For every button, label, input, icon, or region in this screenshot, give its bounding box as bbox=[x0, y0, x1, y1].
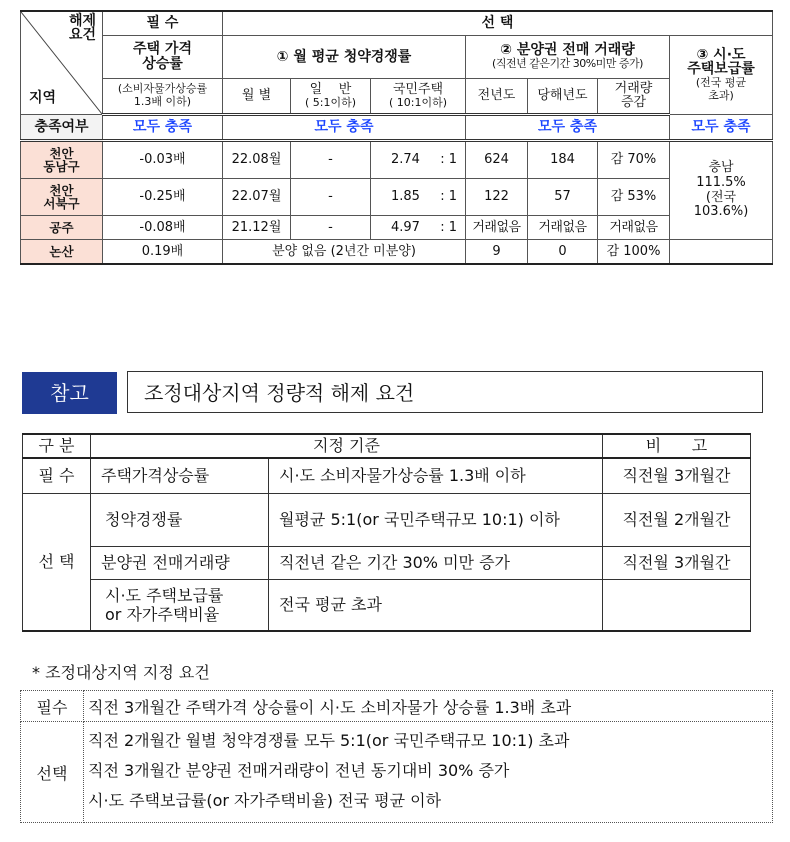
header-price-rate: 주택 가격 상승률 bbox=[103, 36, 223, 79]
this-year-cell: 184 bbox=[528, 141, 598, 179]
header-supply bbox=[670, 36, 773, 115]
header-general-title: 일 반 bbox=[309, 81, 352, 97]
header-price-sub: (소비자물가상승률 1.3배 이하) bbox=[103, 79, 223, 115]
notes-required-label: 필수 bbox=[21, 691, 84, 722]
national-ratio: : 1 bbox=[440, 219, 457, 235]
criteria-text: 시·도 소비자물가상승률 1.3배 이하 bbox=[269, 458, 603, 494]
header-national-title: 국민주택 bbox=[392, 81, 444, 97]
national-cell bbox=[371, 179, 466, 216]
criteria-note bbox=[603, 580, 751, 632]
national-ratio: : 1 bbox=[440, 152, 457, 168]
criteria-text: 월평균 5:1(or 국민주택규모 10:1) 이하 bbox=[269, 494, 603, 547]
reference-label: 참고 bbox=[22, 372, 117, 414]
criteria-note: 직전월 3개월간 bbox=[603, 458, 751, 494]
notes-optional-line: 직전 2개월간 월별 청약경쟁률 모두 5:1(or 국민주택규모 10:1) 초과 bbox=[88, 731, 570, 750]
header-note: 비 고 bbox=[603, 434, 751, 458]
notes-required-text: 직전 3개월간 주택가격 상승률이 시·도 소비자물가 상승률 1.3배 초과 bbox=[84, 691, 773, 722]
header-resale bbox=[466, 36, 670, 79]
corner-header bbox=[21, 11, 103, 115]
reference-title: 조정대상지역 정량적 해제 요건 bbox=[127, 371, 763, 413]
header-category: 구 분 bbox=[23, 434, 91, 458]
header-resale-sub: (직전년 같은기간 30%미만 증가) bbox=[492, 57, 643, 71]
national-cell bbox=[371, 141, 466, 179]
notes-optional-line: 시·도 주택보급률(or 자가주택비율) 전국 평균 이하 bbox=[88, 791, 442, 810]
price-rate-cell: -0.03배 bbox=[103, 141, 223, 179]
this-year-cell: 0 bbox=[528, 240, 598, 265]
criteria-item: 분양권 전매거래량 bbox=[91, 547, 269, 580]
change-cell: 거래없음 bbox=[598, 216, 670, 240]
prev-year-cell: 122 bbox=[466, 179, 528, 216]
corner-bottom-label: 지역 bbox=[29, 90, 57, 107]
prev-year-cell: 624 bbox=[466, 141, 528, 179]
required-label: 필 수 bbox=[23, 458, 91, 494]
region-cell: 천안 서북구 bbox=[21, 179, 103, 216]
notes-optional-list bbox=[84, 722, 773, 823]
header-this-year: 당해년도 bbox=[528, 79, 598, 115]
header-general-sub: ( 5:1이하) bbox=[304, 95, 357, 109]
header-general bbox=[291, 79, 371, 115]
release-requirements-table bbox=[20, 10, 773, 265]
header-month: 월 별 bbox=[223, 79, 291, 115]
corner-top-label: 해제 요건 bbox=[68, 13, 96, 43]
satisfy-supply: 모두 충족 bbox=[670, 115, 773, 141]
header-supply-sub: (전국 평균 초과) bbox=[695, 76, 747, 102]
this-year-cell: 57 bbox=[528, 179, 598, 216]
national-value: 4.97 bbox=[391, 219, 420, 235]
price-rate-cell: -0.25배 bbox=[103, 179, 223, 216]
header-competition: ① 월 평균 청약경쟁률 bbox=[223, 36, 466, 79]
notes-optional-line: 직전 3개월간 분양권 전매거래량이 전년 동기대비 30% 증가 bbox=[88, 761, 510, 780]
supply-value-cell: 충남 111.5% (전국 103.6%) bbox=[670, 141, 773, 240]
criteria-text: 직전년 같은 기간 30% 미만 증가 bbox=[269, 547, 603, 580]
general-cell: - bbox=[291, 179, 371, 216]
general-cell: - bbox=[291, 141, 371, 179]
criteria-note: 직전월 3개월간 bbox=[603, 547, 751, 580]
header-prev-year: 전년도 bbox=[466, 79, 528, 115]
header-required: 필 수 bbox=[103, 11, 223, 36]
change-cell: 감 100% bbox=[598, 240, 670, 265]
region-cell: 천안 동남구 bbox=[21, 141, 103, 179]
header-criteria: 지정 기준 bbox=[91, 434, 603, 458]
general-cell: - bbox=[291, 216, 371, 240]
header-optional: 선 택 bbox=[223, 11, 773, 36]
price-rate-cell: -0.08배 bbox=[103, 216, 223, 240]
notes-optional-label: 선택 bbox=[21, 722, 84, 823]
notes-title: * 조정대상지역 지정 요건 bbox=[32, 663, 210, 682]
header-national bbox=[371, 79, 466, 115]
designation-requirements-table bbox=[20, 690, 773, 823]
month-cell: 22.07월 bbox=[223, 179, 291, 216]
national-cell bbox=[371, 216, 466, 240]
satisfy-resale: 모두 충족 bbox=[466, 115, 670, 141]
criteria-item: 시·도 주택보급률 or 자가주택비율 bbox=[91, 580, 269, 632]
price-rate-cell: 0.19배 bbox=[103, 240, 223, 265]
national-ratio: : 1 bbox=[440, 189, 457, 205]
no-sale-cell: 분양 없음 (2년간 미분양) bbox=[223, 240, 466, 265]
national-value: 2.74 bbox=[391, 152, 420, 168]
header-national-sub: ( 10:1이하) bbox=[388, 95, 448, 109]
satisfy-competition: 모두 충족 bbox=[223, 115, 466, 141]
prev-year-cell: 9 bbox=[466, 240, 528, 265]
header-resale-title: ② 분양권 전매 거래량 bbox=[500, 42, 635, 59]
month-cell: 22.08월 bbox=[223, 141, 291, 179]
national-value: 1.85 bbox=[391, 189, 420, 205]
region-cell: 공주 bbox=[21, 216, 103, 240]
region-cell: 논산 bbox=[21, 240, 103, 265]
criteria-text: 전국 평균 초과 bbox=[269, 580, 603, 632]
criteria-item: 청약경쟁률 bbox=[91, 494, 269, 547]
satisfy-label: 충족여부 bbox=[21, 115, 103, 141]
prev-year-cell: 거래없음 bbox=[466, 216, 528, 240]
designation-criteria-table bbox=[22, 433, 751, 632]
month-cell: 21.12월 bbox=[223, 216, 291, 240]
change-cell: 감 70% bbox=[598, 141, 670, 179]
criteria-note: 직전월 2개월간 bbox=[603, 494, 751, 547]
optional-label: 선 택 bbox=[23, 494, 91, 632]
this-year-cell: 거래없음 bbox=[528, 216, 598, 240]
satisfy-required: 모두 충족 bbox=[103, 115, 223, 141]
header-change: 거래량 증감 bbox=[598, 79, 670, 115]
header-supply-title: ③ 시·도 주택보급률 bbox=[687, 46, 755, 78]
criteria-item: 주택가격상승률 bbox=[91, 458, 269, 494]
change-cell: 감 53% bbox=[598, 179, 670, 216]
empty-cell bbox=[670, 240, 773, 265]
